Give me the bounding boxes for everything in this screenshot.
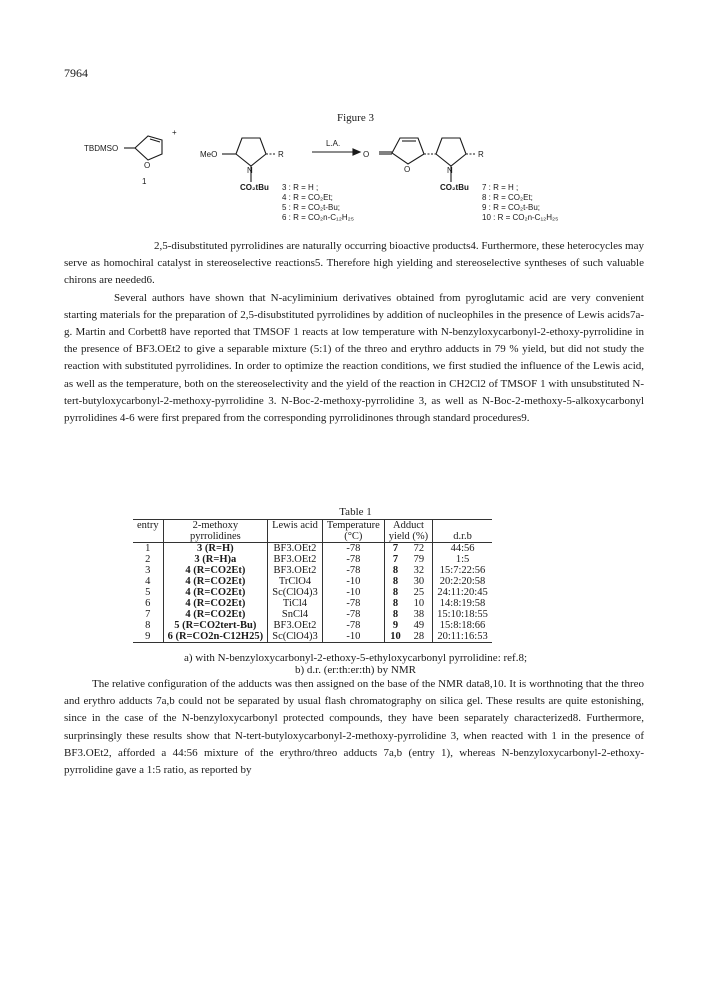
dr-cell: 15:7:22:56 xyxy=(439,565,486,576)
dr-cell: 15:10:18:55 xyxy=(437,609,488,620)
ring-n-label: N xyxy=(247,166,253,175)
table-row xyxy=(133,587,492,598)
temperature-cell: -78 xyxy=(322,598,384,609)
boc-label-right: CO₂tBu xyxy=(440,183,469,192)
paragraph-2: Several authors have shown that N-acyliminium derivatives obtained from pyroglutamic acid are very convenient starting materials for the preparation of 2,5-disubstituted pyrrolidines by addition of nucleophiles in the presence of Lewis acids7a-g. Martin and Corbett8 have reported that TMSOF 1 reacts at low temperature with N-benzyloxycarbonyl-2-ethoxy-pyrrolidine in the presence of BF3.OEt2 to give a separable mixture (5:1) of the threo and erythro adducts in 79 % yield, but did not study the reaction with substituted pyrrolidines. In order to optimize the reaction conditions, we first studied the influence of the Lewis acid, as well as the temperature, both on the stereoselectivity and the yield of the reaction in CH2Cl2 of TMSOF 1 with unsubstituted N-tert-butyloxycarbonyl-2-methoxy-pyrrolidine 3. N-Boc-2-methoxy-pyrrolidine 3, as well as N-Boc-2-methoxy-5-alkoxycarbonyl pyrrolidines 4-6 were first prepared from the corresponding pyrrolidinones through standard procedures9. xyxy=(64,291,644,425)
adduct-cell: 8 xyxy=(392,609,399,620)
lewis-acid-cell: BF3.OEt2 xyxy=(268,554,323,565)
page-number: 7964 xyxy=(64,66,88,80)
entry-cell: 1 xyxy=(133,543,163,555)
yield-cell: 32 xyxy=(406,565,433,576)
pyrrolidine-cell: 3 (R=H)a xyxy=(163,554,268,565)
temperature-cell: -10 xyxy=(322,587,384,598)
col-adduct-bottom: yield (%) xyxy=(384,531,432,543)
pyrrolidine-cell: 3 (R=H) xyxy=(163,543,268,555)
dr-cell: 20:2:20:58 xyxy=(439,576,486,587)
product-n-label: N xyxy=(447,166,453,175)
table-row xyxy=(133,598,492,609)
temperature-cell: -78 xyxy=(322,620,384,631)
pyrrolidine-cell: 6 (R=CO2n-C12H25) xyxy=(163,631,268,643)
temperature-cell: -10 xyxy=(322,631,384,643)
table-row xyxy=(133,620,492,631)
entry-cell: 3 xyxy=(133,565,163,576)
series-left-6: 6 : R = CO₂n-C₁₂H₂₅ xyxy=(282,213,354,222)
temperature-cell: -78 xyxy=(322,543,384,555)
series-left-5: 5 : R = CO₂t-Bu; xyxy=(282,203,341,212)
col-temperature-top: Temperature xyxy=(322,520,384,532)
tbdmso-label: TBDMSO xyxy=(84,144,119,153)
boc-label-left: CO₂tBu xyxy=(240,183,269,192)
col-entry: entry xyxy=(133,520,163,532)
entry-cell: 8 xyxy=(133,620,163,631)
col-dr: d.r.b xyxy=(433,531,492,543)
dr-cell: 24:11:20:45 xyxy=(437,587,488,598)
col-pyrrolidines-top: 2-methoxy xyxy=(163,520,268,532)
adduct-cell: 7 xyxy=(392,554,399,565)
lewis-acid-cell: BF3.OEt2 xyxy=(268,565,323,576)
table-row xyxy=(133,609,492,620)
table-note-a: a) with N-benzyloxycarbonyl-2-ethoxy-5-ethyloxycarbonyl pyrrolidine: ref.8; xyxy=(183,652,528,664)
plus-sign: + xyxy=(172,128,177,137)
table-row xyxy=(133,554,492,565)
series-right-10: 10 : R = CO₂n-C₁₂H₂₅ xyxy=(482,213,559,222)
meo-label: MeO xyxy=(200,150,218,159)
dr-cell: 44:56 xyxy=(450,543,475,554)
lewis-acid-label: L.A. xyxy=(326,139,341,148)
lewis-acid-cell: TrClO4 xyxy=(268,576,323,587)
paragraph-3: The relative configuration of the adducts was then assigned on the base of the NMR data8,10. It is worthnoting that the threo and erythro adducts 7a,b could not be separated by usual flash chromatography on silica gel. These results are quite estonishing, since in the case of the N-benzyloxycarbonyl protected compounds, they have been separately characterized8. Furthermore, surprinsingly these results show that N-tert-butyloxycarbonyl-2-methoxy-pyrrolidine 3, when reacted with 1 in the presence of BF3.OEt2, afforded a 44:56 mixture of the erythro/threo adducts 7a,b (entry 1), whereas N-benzyloxycarbonyl-2-ethoxy-pyrrolidine gave a 1:5 ratio, as reported by xyxy=(64,678,644,777)
yield-cell: 79 xyxy=(406,554,433,565)
dr-cell: 20:11:16:53 xyxy=(433,631,492,643)
text-block-intro xyxy=(64,238,644,427)
dr-cell: 1:5 xyxy=(455,554,470,565)
entry-cell: 2 xyxy=(133,554,163,565)
pyrrolidine-cell: 4 (R=CO2Et) xyxy=(163,609,268,620)
dr-cell: 14:8:19:58 xyxy=(439,598,486,609)
series-left-3: 3 : R = H ; xyxy=(282,183,319,192)
yield-cell: 30 xyxy=(406,576,433,587)
yield-cell: 28 xyxy=(406,631,433,643)
adduct-cell: 8 xyxy=(392,587,399,598)
table-notes xyxy=(0,652,711,676)
figure-caption: Figure 3 xyxy=(337,112,374,124)
table-row xyxy=(133,565,492,576)
yield-cell: 38 xyxy=(406,609,433,620)
r-label-right: R xyxy=(478,150,484,159)
pyrrolidine-cell: 4 (R=CO2Et) xyxy=(163,576,268,587)
col-temperature-bottom: (°C) xyxy=(322,531,384,543)
entry-cell: 9 xyxy=(133,631,163,643)
col-lewis-acid: Lewis acid xyxy=(268,520,323,532)
adduct-cell: 9 xyxy=(392,620,399,631)
carbonyl-o-label: O xyxy=(363,150,370,159)
adduct-cell: 8 xyxy=(392,598,399,609)
dr-cell: 15:8:18:66 xyxy=(439,620,486,631)
entry-cell: 6 xyxy=(133,598,163,609)
col-adduct-top: Adduct xyxy=(384,520,432,532)
pyrrolidine-cell: 4 (R=CO2Et) xyxy=(163,565,268,576)
pyrrolidine-cell: 4 (R=CO2Et) xyxy=(163,598,268,609)
table-caption: Table 1 xyxy=(339,506,372,518)
lewis-acid-cell: BF3.OEt2 xyxy=(268,620,323,631)
yield-cell: 49 xyxy=(406,620,433,631)
series-right-9: 9 : R = CO₂t-Bu; xyxy=(482,203,541,212)
text-block-results xyxy=(64,676,644,779)
lewis-acid-cell: Sc(ClO4)3 xyxy=(268,631,323,643)
temperature-cell: -78 xyxy=(322,565,384,576)
col-pyrrolidines-bottom: pyrrolidines xyxy=(163,531,268,543)
table-row xyxy=(133,543,492,555)
table-note-b: b) d.r. (er:th:er:th) by NMR xyxy=(295,664,416,676)
table-row xyxy=(133,576,492,587)
yield-cell: 72 xyxy=(406,543,433,555)
paragraph-1: 2,5-disubstituted pyrrolidines are naturally occurring bioactive products4. Furthermore, these heterocycles may serve as homochiral catalyst in stereoselective reactions5. Therefore high yielding and stereoselective syntheses of such valuable chirons are needed6. xyxy=(64,240,644,287)
lewis-acid-cell: BF3.OEt2 xyxy=(268,543,323,555)
adduct-cell: 10 xyxy=(384,631,406,643)
table-row xyxy=(133,631,492,643)
lewis-acid-cell: TiCl4 xyxy=(268,598,323,609)
entry-cell: 4 xyxy=(133,576,163,587)
adduct-cell: 7 xyxy=(392,543,399,554)
adduct-cell: 8 xyxy=(392,565,399,576)
series-left-4: 4 : R = CO₂Et; xyxy=(282,193,333,202)
temperature-cell: -10 xyxy=(322,576,384,587)
reaction-scheme xyxy=(80,124,640,246)
lactone-o-label: O xyxy=(404,165,411,174)
yield-cell: 10 xyxy=(406,598,433,609)
ring-o-label: O xyxy=(144,161,151,170)
adduct-cell: 8 xyxy=(392,576,399,587)
table-body xyxy=(133,543,492,643)
pyrrolidine-cell: 5 (R=CO2tert-Bu) xyxy=(163,620,268,631)
entry-cell: 7 xyxy=(133,609,163,620)
lewis-acid-cell: SnCl4 xyxy=(268,609,323,620)
compound-1-label: 1 xyxy=(142,177,147,186)
temperature-cell: -78 xyxy=(322,554,384,565)
pyrrolidine-cell: 4 (R=CO2Et) xyxy=(163,587,268,598)
results-table xyxy=(133,519,492,643)
series-right-7: 7 : R = H ; xyxy=(482,183,519,192)
entry-cell: 5 xyxy=(133,587,163,598)
lewis-acid-cell: Sc(ClO4)3 xyxy=(268,587,323,598)
r-label-left: R xyxy=(278,150,284,159)
yield-cell: 25 xyxy=(406,587,433,598)
temperature-cell: -78 xyxy=(322,609,384,620)
series-right-8: 8 : R = CO₂Et; xyxy=(482,193,533,202)
